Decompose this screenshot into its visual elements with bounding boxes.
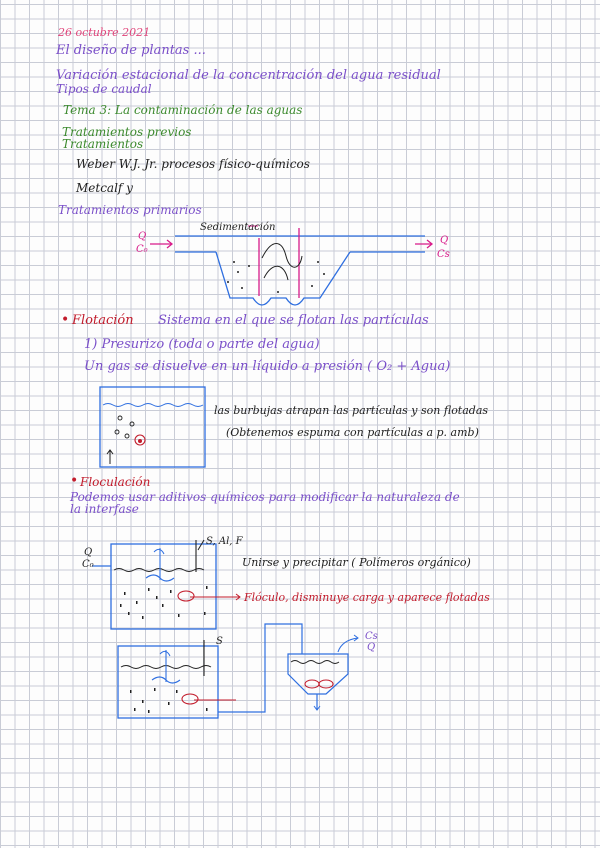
unite-precipitate: Unirse y precipitar ( Polímeros orgánico) — [242, 556, 471, 569]
date: 26 octubre 2021 — [58, 26, 151, 39]
heading-seasonal-variation: Variación estacional de la concentración del agua residual — [56, 68, 441, 83]
treatments-previous: Tratamientos previos — [62, 125, 192, 139]
chemical-additives: S, Al, F — [206, 536, 243, 547]
flotation-definition: Sistema en el que se flotan las partículas — [158, 313, 429, 328]
foam-note: (Obtenemos espuma con partículas a p. amb) — [226, 426, 479, 439]
clarifier-outlet-flow: Q — [367, 642, 376, 653]
gas-dissolution: Un gas se disuelve en un líquido a presión ( O₂ + Agua) — [84, 359, 451, 374]
tank-flow: Q — [84, 547, 93, 558]
flocculation-bullet: • — [70, 473, 79, 489]
reference-metcalf: Metcalf y — [76, 181, 133, 195]
heading-plant-design: El diseño de plantas ... — [56, 43, 206, 58]
tank2-label: S — [216, 636, 223, 647]
clarifier-outlet-concentration: Cs — [365, 631, 378, 642]
floc-note: Flóculo, disminuye carga y aparece flotadas — [244, 591, 490, 604]
outlet-flow: Q — [440, 235, 449, 246]
inlet-concentration: C₀ — [136, 244, 148, 255]
topic-title: Tema 3: La contaminación de las aguas — [63, 103, 303, 117]
bubbles-trap: las burbujas atrapan las partículas y son flotadas — [214, 404, 489, 417]
additives-line1: Podemos usar aditivos químicos para modificar la naturaleza de — [70, 490, 460, 504]
pressurize-item: 1) Presurizo (toda o parte del agua) — [84, 337, 320, 352]
flotation-title: Flotación — [72, 313, 134, 328]
sedimentation-label: Sedimentación — [200, 222, 276, 233]
additives-line2: la interfase — [70, 502, 139, 516]
outlet-concentration: Cs — [437, 249, 450, 260]
inlet-flow: Q — [138, 231, 147, 242]
treatments: Tratamientos — [62, 137, 144, 151]
reference-weber: Weber W.J. Jr. procesos físico-químicos — [76, 157, 310, 171]
primary-treatments: Tratamientos primarios — [58, 203, 202, 217]
tank-concentration: C₀ — [82, 559, 94, 570]
flotation-bullet: • — [61, 312, 70, 328]
flocculation-title: Floculación — [80, 475, 151, 489]
heading-flow-types: Tipos de caudal — [56, 82, 152, 96]
